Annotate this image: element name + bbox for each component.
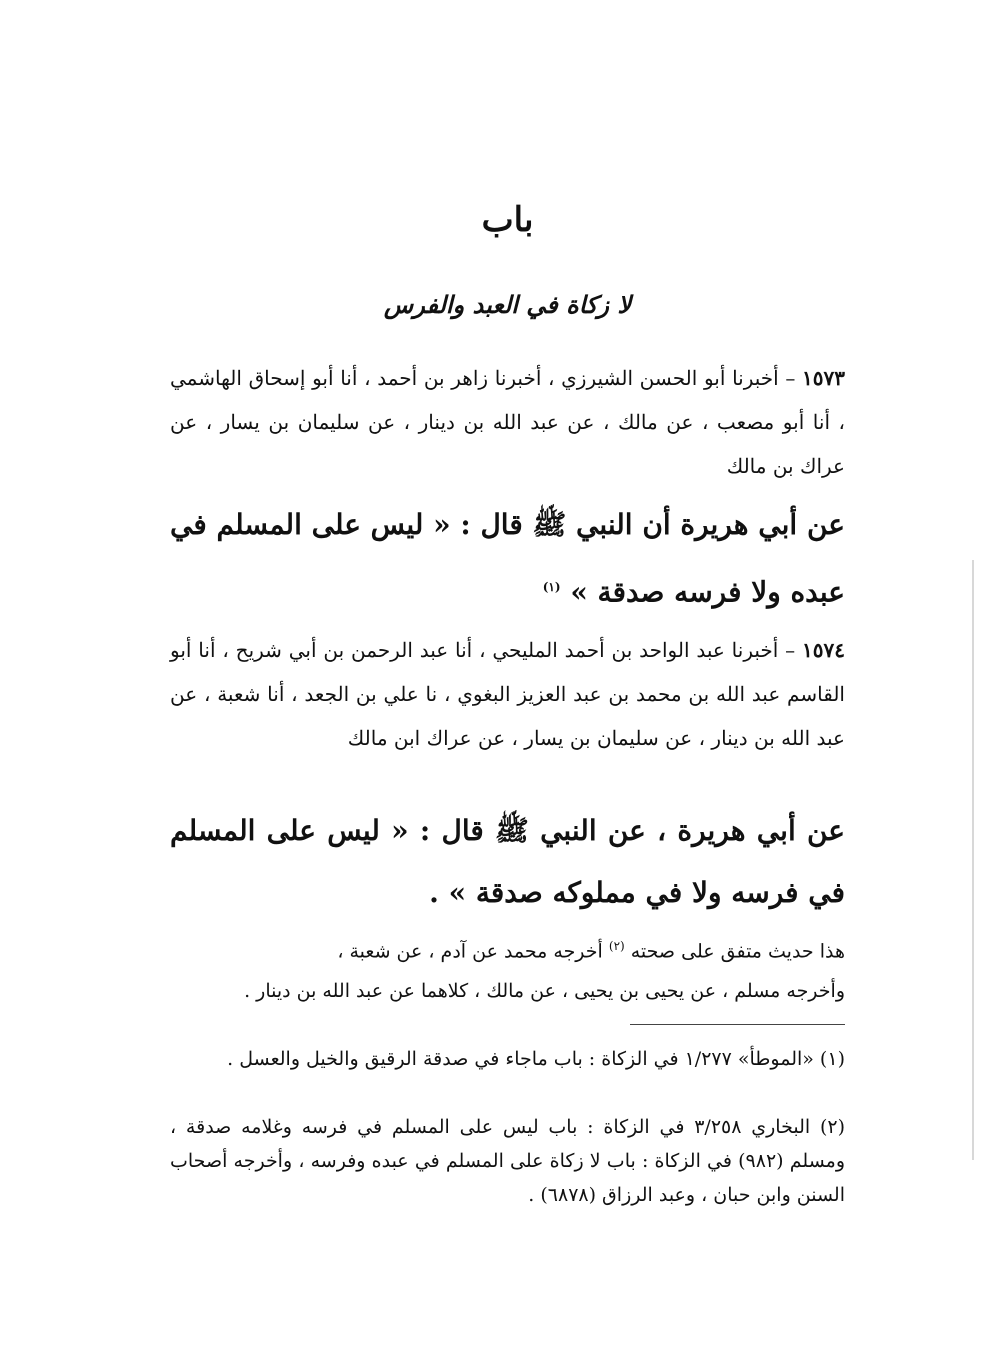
footnote-ref-1: (١): [542, 580, 561, 594]
footnote-2: (٢) البخاري ٣/٢٥٨ في الزكاة : باب ليس على المسلم في فرسه وغلامه صدقة ، ومسلم (٩٨٢) في الزكاة : باب لا زكاة على المسلم في عبده وفرسه ، وأخرجه أصحاب السنن وابن حبان ، وعبد الرزاق (٦٨٧٨) .: [170, 1116, 845, 1206]
chapter-subtitle: لا زكاة في العبد والفرس: [383, 290, 632, 319]
commentary: [170, 926, 845, 1011]
chapter-title: باب: [481, 200, 534, 240]
hadith-2-matn: [170, 800, 845, 924]
commentary-line-1-pre: هذا حديث متفق على صحته: [630, 940, 845, 963]
hadith-1-isnad: [170, 356, 845, 488]
scan-edge-line: [972, 560, 974, 1160]
commentary-line-1-post: أخرجه محمد عن آدم ، عن شعبة ،: [337, 940, 603, 963]
footnote-1: (١) «الموطأ» ١/٢٧٧ في الزكاة : باب ماجاء في صدقة الرقيق والخيل والعسل .: [227, 1048, 845, 1070]
hadith-2-number: ١٥٧٤: [802, 638, 845, 662]
hadith-2-isnad: [170, 628, 845, 760]
hadith-1-matn-text: عن أبي هريرة أن النبي ﷺ قال : « ليس على المسلم في عبده ولا فرسه صدقة »: [170, 508, 845, 609]
hadith-1-number: ١٥٧٣: [802, 366, 845, 390]
hadith-2-matn-text: عن أبي هريرة ، عن النبي ﷺ قال : « ليس على المسلم في فرسه ولا في مملوكه صدقة » .: [170, 814, 845, 909]
footnote-separator: [630, 1024, 845, 1025]
hadith-2-isnad-text: – أخبرنا عبد الواحد بن أحمد المليحي ، أنا عبد الرحمن بن أبي شريح ، أنا أبو القاسم عبد الله بن محمد بن عبد العزيز البغوي ، نا علي بن الجعد ، أنا شعبة ، عن عبد الله بن دينار ، عن سليمان بن يسار ، عن عراك ابن مالك: [170, 638, 845, 750]
book-page: [170, 0, 845, 1361]
hadith-1-matn: [170, 494, 845, 623]
commentary-line-1: [170, 926, 845, 971]
hadith-1-isnad-text: – أخبرنا أبو الحسن الشيرزي ، أخبرنا زاهر بن أحمد ، أنا أبو إسحاق الهاشمي ، أنا أبو مصعب ، عن مالك ، عن عبد الله بن دينار ، عن سليمان بن يسار ، عن عراك بن مالك: [170, 366, 845, 478]
commentary-line-2: وأخرجه مسلم ، عن يحيى بن يحيى ، عن مالك ، كلاهما عن عبد الله بن دينار .: [244, 980, 845, 1003]
footnote-ref-2: (٢): [608, 939, 625, 953]
